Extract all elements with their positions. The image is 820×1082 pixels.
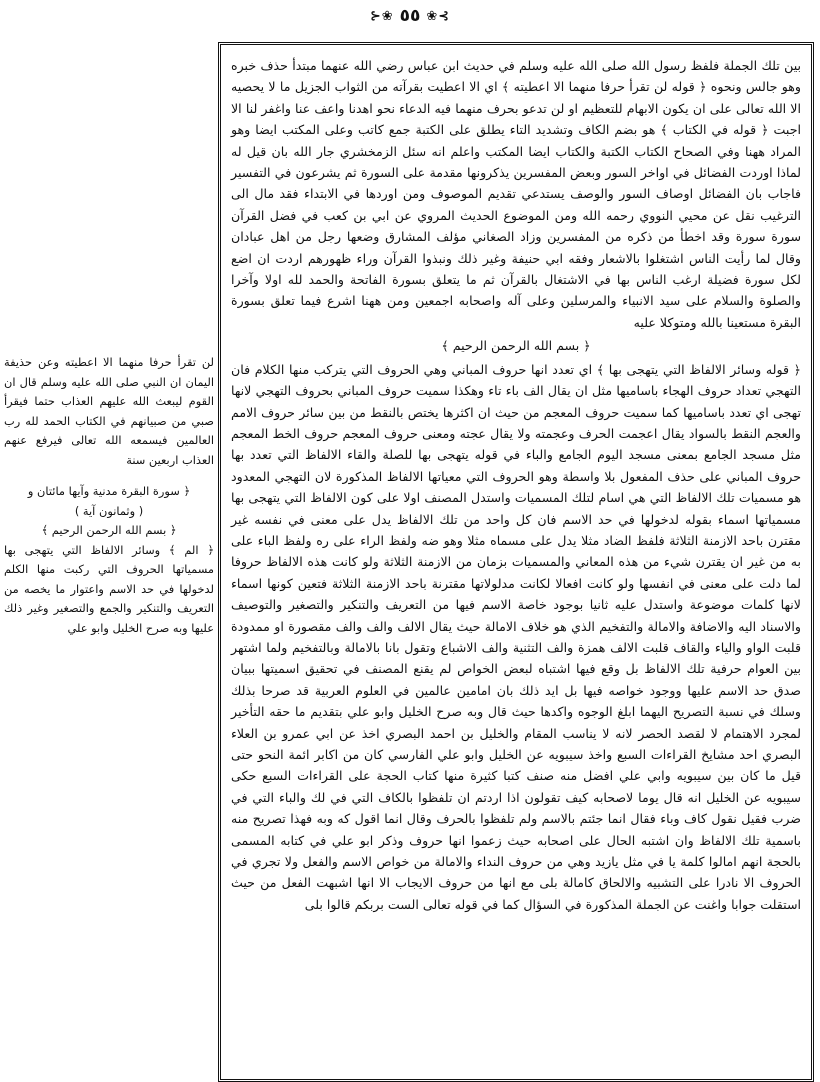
main-basmala-heading: ﴿ بسم الله الرحمن الرحيم ﴾ [441, 338, 591, 354]
margin-text-column [4, 353, 214, 638]
margin-hadith-text: لن تقرأ حرفا منهما الا اعطيته وعن حذيفة اليمان ان النبي صلى الله عليه وسلم قال ان القوم ليبعث الله عليهم العذاب حتما فيقرأ صبي من صبيانهم في الكتاب الحمد لله رب العالمين فيسمعه الله تعالى فيرفع عنهم العذاب اربعين سنة [4, 355, 214, 467]
main-paragraph-2: ﴿ قوله وسائر الالفاظ التي يتهجى بها ﴾ اي تعدد انها حروف المباني وهي الحروف التي يتركب منها الكلام فان التهجي تعداد حروف الهجاء باساميها مثل ان يقال الف باء تاء وهكذا سميت حروف المباني بحروف التهجي لانها تهجى اي تعدد باساميها كما سميت حروف المعجم من حيث ان اكثرها يختص بالنقط من بين سائر حروف الامم والعجم النقط بالسواد يقال اعجمت الحرف وعجمته ولا يقال عجته ومعنى حروف المعجم حروف الخط المعجم مثل مسجد الجامع بمعنى مسجد اليوم الجامع والباء في قوله يتهجى بها للصلة والقاء الالفاظ التي تعدد بها حروف المباني على حذف المفعول بلا واسطة وهو الحروف التي معياتها الالفاظ المذكورة لان التهجي المعدود هو مسميات تلك الالفاظ التي هي اسام لتلك المسميات واستدل المصنف اولا على كون الالفاظ التي يتهجى بها مسمياتها اسماء بقوله لدخولها في حد الاسم فان كل واحد من تلك الالفاظ يدل على معنى في نفسه غير مقترن باحد الازمنة الثلاثة فلفظ الضاد مثلا يدل على مسماه مثلا وهو ضه ولفظ الراء على ره ولفظ الباء على به من غير ان يقترن شيء من هذه المعاني والمسميات بزمان من الازمنة الثلاثة ولو كانت هذه الالفاظ حروفا لما دلت على معنى في انفسها ولو كانت افعالا لكانت مدلولاتها مقترنة باحد الازمنة الثلاثة فتعين كونها اسماء لانها كلمات موضوعة واستدل عليه ثانيا بوجود خاصة الاسم فيها من التعريف والتنكير والتصغير والتوصيف والاسناد اليه والاضافة والامالة والتفخيم الذي هو خلاف الامالة حيث يقال الالف والف والف مقصورة او ممدودة قلبت الواو والياء والقاف قلبت الالف همزة والف التثنية والف الاشباع وتقول بانا بالامالة وبالتفخيم ولما اشتهر بين العوام حرفية تلك الالفاظ بل وقع فيها اشتباه لبعض الخواص لم يقنع المصنف في تحقيق اسميتها ببيان صدق حد الاسم عليها ووجود خواصه فيها بل ايد ذلك بان امامين عالمين في العلوم العربية قد صرحا بذلك وسلك في نسبة التصريح اليهما ابلغ الوجوه واكدها حيث قال وبه صرح الخليل وابو علي بتقديم ما حقه التأخير لمجرد الاهتمام لا لقصد الحصر لانه لا يناسب المقام والخليل بن احمد البصري اخذ عن ابي عمرو بن العلاء البصري احد مشايخ القراءات السبع واخذ سيبويه عن الخليل وابو علي الفارسي كان من اكابر ائمة النحو حتى قيل ما كان بين سيبويه وابي علي افضل منه صنف كتبا كثيرة منها كتاب الحجة على القراءات السبع حكى سيبويه عن الخليل انه قال يوما لاصحابه كيف تقولون اذا اردتم ان تلفظوا بالكاف التي في لك والباء التي في ضرب فقيل نقول كاف وباء فقال انما جئتم بالاسم ولم تلفظوا بالحرف وقال انما اقول كه وبه فهذا تصريح منه باسمية تلك الالفاظ وان اشتبه الحال على اصحابه حيث زعموا انها حروف وذكر ابو علي في كتابه المسمى بالحجة انهم امالوا كلمة يا في مثل يازيد وهي من حروف النداء والامالة من خواص الاسم والفعل ولا تجري في الحروف الا نادرا على التشبيه والالحاق كامالة بلى مع انها من حروف الايجاب الا انها اشبهت الفعل من حيث استقلت جوابا واغنت عن الجملة المذكورة في السؤال كما في قوله تعالى الست بربكم قالوا بلى [231, 361, 801, 912]
margin-tafsir-text: ﴿ الم ﴾ وسائر الالفاظ التي يتهجى بها مسمياتها الحروف التي ركبت منها الكلم لدخولها في حد الاسم واعتوار ما يخصه من التعريف والتنكير والجمع والتصغير وغير ذلك عليها وبه صرح الخليل وابو علي [4, 542, 214, 635]
main-commentary [231, 55, 801, 915]
main-paragraph-1: بين تلك الجملة فلفظ رسول الله صلى الله عليه وسلم في حديث ابن عباس رضي الله عنهما مبتدأ حذف خبره وهو جالس ونحوه ﴿ قوله لن تقرأ حرفا منهما الا اعطيته ﴾ اي الا اعطيت بقرآته من الثواب الجزيل ما لا يحصيه الا الله تعالى على ان يكون الابهام للتعظيم او لن تدعو بحرف منهما فيه الدعاء نحو اهدنا واعف عنا واغفر لنا الا اجبت ﴿ قوله في الكتاب ﴾ هو بضم الكاف وتشديد التاء يطلق على الكتبة جمع كاتب وعلى المكتب ايضا وهو المراد ههنا وفي الصحاح الكتاب الكتبة والكتاب ايضا المكتب واعلم انه سئل الزمخشري جار الله بان قيل له لماذا اوردت الفضائل في اواخر السور وبعض المفسرين يذكرونها مقدمة على السورة ثم يشرعون في التفسير فاجاب بان الفضائل اوصاف السور والوصف يستدعي تقديم الموصوف ومن اوردها في الابتداء فقد مال الى الترغيب نقل عن محيي النووي رحمه الله ومن الموضوع الحديث المروي عن ابي بن كعب في فضل القرآن سورة سورة وقد اخطأ من ذكره من المفسرين وزاد الصغاني مؤلف المشارق وضعها رجل من اهل عبادان وقال لما رأيت الناس اشتغلوا بالاشعار وفقه ابي حنيفة وغير ذلك ونبذوا القرآن وراء ظهورهم اردت ان اضع لكل سورة فضيلة ارغب الناس بها في الاشتغال بالقرآن ثم ما يتعلق بسورة الفاتحة والحمد لله اولا وآخرا والصلوة والسلام على سيد الانبياء والمرسلين وعلى آله واصحابه اجمعين ومن ههنا اشرع فيما تعلق بسورة البقرة مستعينا بالله ومتوكلا عليه [231, 58, 801, 330]
page-number: ٥٥ [399, 6, 421, 26]
main-text-frame [218, 42, 814, 1082]
margin-surah-title: ﴿ سورة البقرة مدنية وآيها مائتان و [27, 484, 191, 498]
ornament-right: ⊱❀ [426, 8, 451, 24]
margin-basmala: ﴿ بسم الله الرحمن الرحيم ﴾ [41, 523, 177, 537]
page-header [0, 6, 820, 26]
margin-verse-count: ( وثمانون آية ) [74, 503, 144, 518]
ornament-left: ❀⊰ [369, 8, 394, 24]
